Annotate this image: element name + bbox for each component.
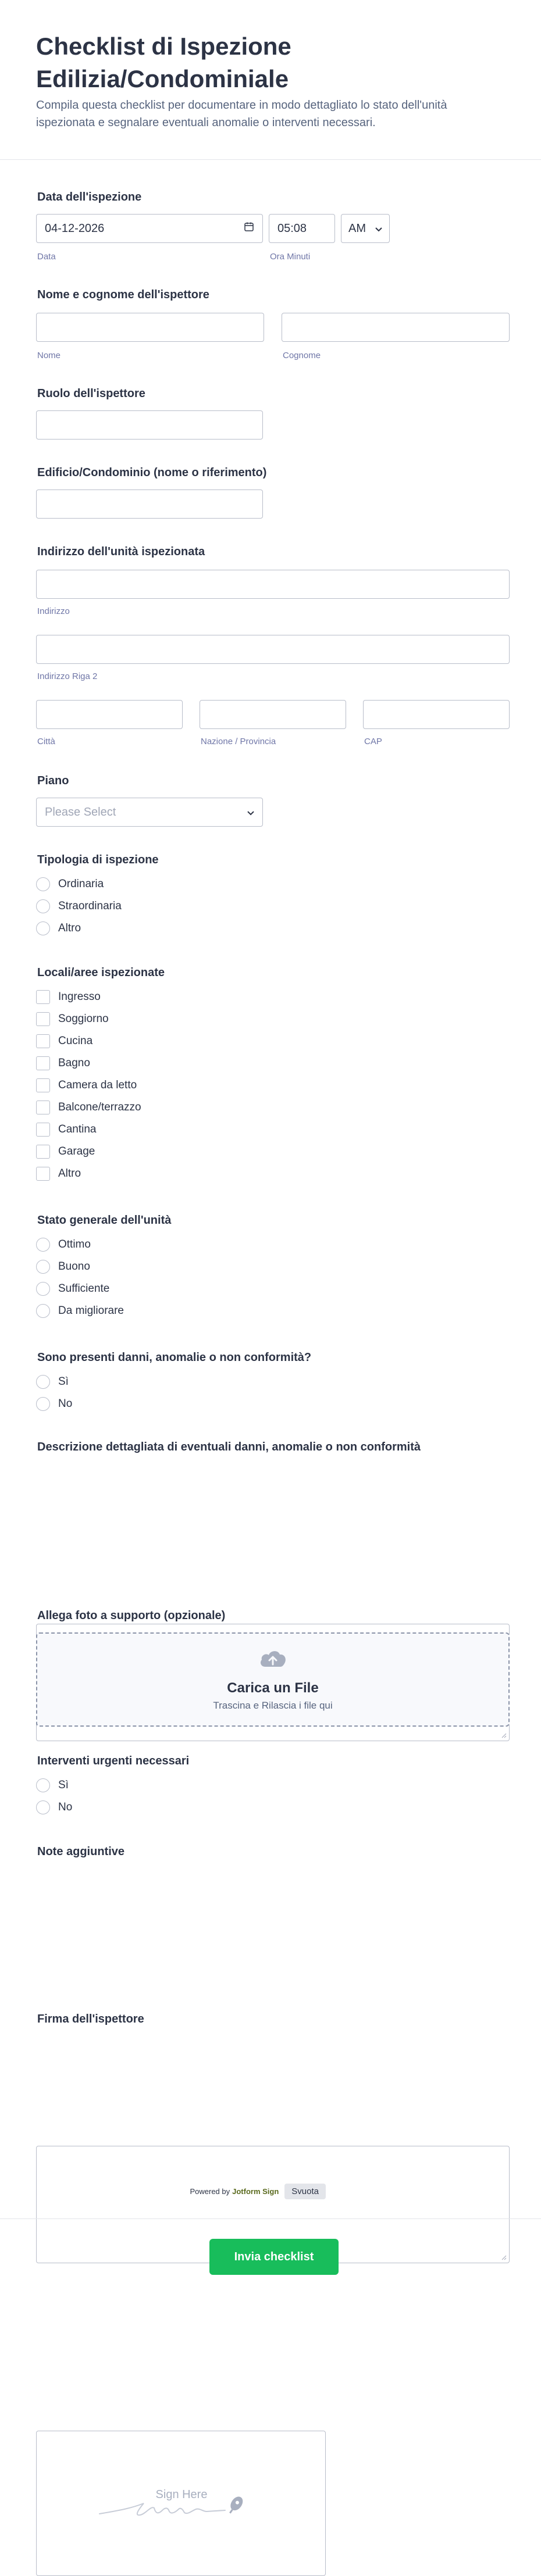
province-input[interactable] (200, 700, 346, 729)
notes-label: Note aggiuntive (37, 1845, 125, 1858)
radio-button[interactable] (36, 877, 50, 891)
inspection-type-label: Tipologia di ispezione (37, 853, 159, 866)
general-state-group (36, 1234, 124, 1322)
upload-hint: Trascina e Rilascia i file qui (213, 1699, 333, 1711)
radio-button[interactable] (36, 1304, 50, 1318)
time-value: 05:08 (277, 221, 307, 235)
resize-grip-icon[interactable] (501, 1732, 507, 1738)
radio-button[interactable] (36, 1778, 50, 1792)
inspector-role-label: Ruolo dell'ispettore (37, 387, 145, 400)
radio-option[interactable]: No (36, 1796, 72, 1818)
radio-button[interactable] (36, 1282, 50, 1296)
photos-label: Allega foto a supporto (opzionale) (37, 1609, 226, 1622)
signature-pad[interactable] (36, 2431, 326, 2576)
province-sublabel: Nazione / Provincia (201, 737, 276, 746)
upload-title: Carica un File (227, 1680, 319, 1696)
checkbox-option[interactable]: Soggiorno (36, 1008, 141, 1030)
radio-button[interactable] (36, 1397, 50, 1411)
date-sublabel: Data (37, 252, 56, 262)
radio-button[interactable] (36, 1260, 50, 1274)
urgent-group (36, 1774, 72, 1818)
page-description: Compila questa checklist per documentare in modo dettagliato lo stato dell'unità ispezionata e segnalare eventuali anomalie o interventi necessari. (36, 99, 447, 129)
address-line1-input[interactable] (36, 570, 510, 599)
checkbox[interactable] (36, 1101, 50, 1114)
file-upload-dropzone[interactable] (36, 1632, 510, 1727)
address-line2-input[interactable] (36, 635, 510, 664)
form-header (0, 0, 541, 160)
date-value: 04-12-2026 (45, 221, 105, 235)
radio-option[interactable]: Altro (36, 917, 122, 939)
floor-select[interactable] (36, 798, 263, 827)
radio-option[interactable]: Ordinaria (36, 873, 122, 895)
checkbox[interactable] (36, 1145, 50, 1159)
radio-button[interactable] (36, 1238, 50, 1252)
time-input[interactable] (269, 214, 335, 243)
checkbox-option[interactable]: Garage (36, 1141, 141, 1163)
first-name-input[interactable] (36, 313, 264, 342)
checkbox-option[interactable]: Bagno (36, 1052, 141, 1074)
radio-option[interactable]: Sufficiente (36, 1278, 124, 1300)
damages-group (36, 1371, 72, 1415)
checkbox[interactable] (36, 1034, 50, 1048)
checkbox[interactable] (36, 1078, 50, 1092)
jotform-sign-brand[interactable]: Jotform Sign (232, 2187, 279, 2196)
resize-grip-icon[interactable] (501, 2255, 507, 2260)
ampm-value: AM (348, 221, 366, 235)
checkbox[interactable] (36, 1123, 50, 1137)
zip-input[interactable] (363, 700, 510, 729)
signature-scribble-icon (97, 2487, 272, 2522)
checkbox-option[interactable]: Balcone/terrazzo (36, 1096, 141, 1119)
checkbox-option[interactable]: Cucina (36, 1030, 141, 1052)
checkbox[interactable] (36, 1167, 50, 1181)
inspection-type-group (36, 873, 122, 939)
page-title: Checklist di Ispezione Edilizia/Condominiale (36, 33, 291, 92)
radio-option[interactable]: No (36, 1393, 72, 1415)
address-line2-sublabel: Indirizzo Riga 2 (37, 671, 98, 681)
damages-label: Sono presenti danni, anomalie o non conformità? (37, 1351, 312, 1364)
address-line1-sublabel: Indirizzo (37, 606, 70, 616)
general-state-label: Stato generale dell'unità (37, 1214, 172, 1227)
checkbox-option[interactable]: Cantina (36, 1119, 141, 1141)
last-name-sublabel: Cognome (283, 351, 321, 360)
cloud-upload-icon (258, 1648, 287, 1672)
checkbox-option[interactable]: Camera da letto (36, 1074, 141, 1096)
radio-button[interactable] (36, 1375, 50, 1389)
zip-sublabel: CAP (364, 737, 382, 746)
address-label: Indirizzo dell'unità ispezionata (37, 545, 205, 558)
submit-section (0, 2218, 541, 2263)
date-label: Data dell'ispezione (37, 191, 142, 203)
radio-option[interactable]: Ottimo (36, 1234, 124, 1256)
submit-button[interactable]: Invia checklist (209, 2239, 339, 2275)
checkbox-option[interactable]: Altro (36, 1163, 141, 1185)
ampm-select[interactable] (341, 214, 390, 243)
date-input[interactable] (36, 214, 263, 243)
checkbox[interactable] (36, 1056, 50, 1070)
damage-description-label: Descrizione dettagliata di eventuali danni, anomalie o non conformità (37, 1441, 421, 1453)
radio-option[interactable]: Straordinaria (36, 895, 122, 917)
checkbox[interactable] (36, 990, 50, 1004)
last-name-input[interactable] (282, 313, 510, 342)
inspector-role-input[interactable] (36, 410, 263, 440)
powered-by-text: Powered by (190, 2187, 230, 2196)
chevron-down-icon (375, 222, 382, 235)
time-sublabel: Ora Minuti (270, 252, 311, 262)
city-sublabel: Città (37, 737, 55, 746)
radio-option[interactable]: Sì (36, 1371, 72, 1393)
signature-footer (36, 2184, 326, 2199)
radio-button[interactable] (36, 921, 50, 935)
first-name-sublabel: Nome (37, 351, 61, 360)
areas-group (36, 986, 141, 1185)
signature-label: Firma dell'ispettore (37, 2013, 144, 2025)
checkbox[interactable] (36, 1012, 50, 1026)
chevron-down-icon (247, 806, 254, 819)
checkbox-option[interactable]: Ingresso (36, 986, 141, 1008)
urgent-label: Interventi urgenti necessari (37, 1755, 190, 1767)
signature-placeholder: Sign Here (155, 2488, 208, 2501)
radio-button[interactable] (36, 899, 50, 913)
radio-option[interactable]: Buono (36, 1256, 124, 1278)
building-input[interactable] (36, 490, 263, 519)
floor-label: Piano (37, 774, 69, 787)
radio-button[interactable] (36, 1800, 50, 1814)
building-label: Edificio/Condominio (nome o riferimento) (37, 466, 267, 479)
radio-option[interactable]: Da migliorare (36, 1300, 124, 1322)
areas-label: Locali/aree ispezionate (37, 966, 165, 979)
calendar-icon[interactable] (244, 221, 254, 235)
floor-placeholder: Please Select (45, 805, 116, 819)
radio-option[interactable]: Sì (36, 1774, 72, 1796)
city-input[interactable] (36, 700, 183, 729)
inspector-name-label: Nome e cognome dell'ispettore (37, 288, 209, 301)
clear-signature-button[interactable]: Svuota (284, 2184, 326, 2199)
